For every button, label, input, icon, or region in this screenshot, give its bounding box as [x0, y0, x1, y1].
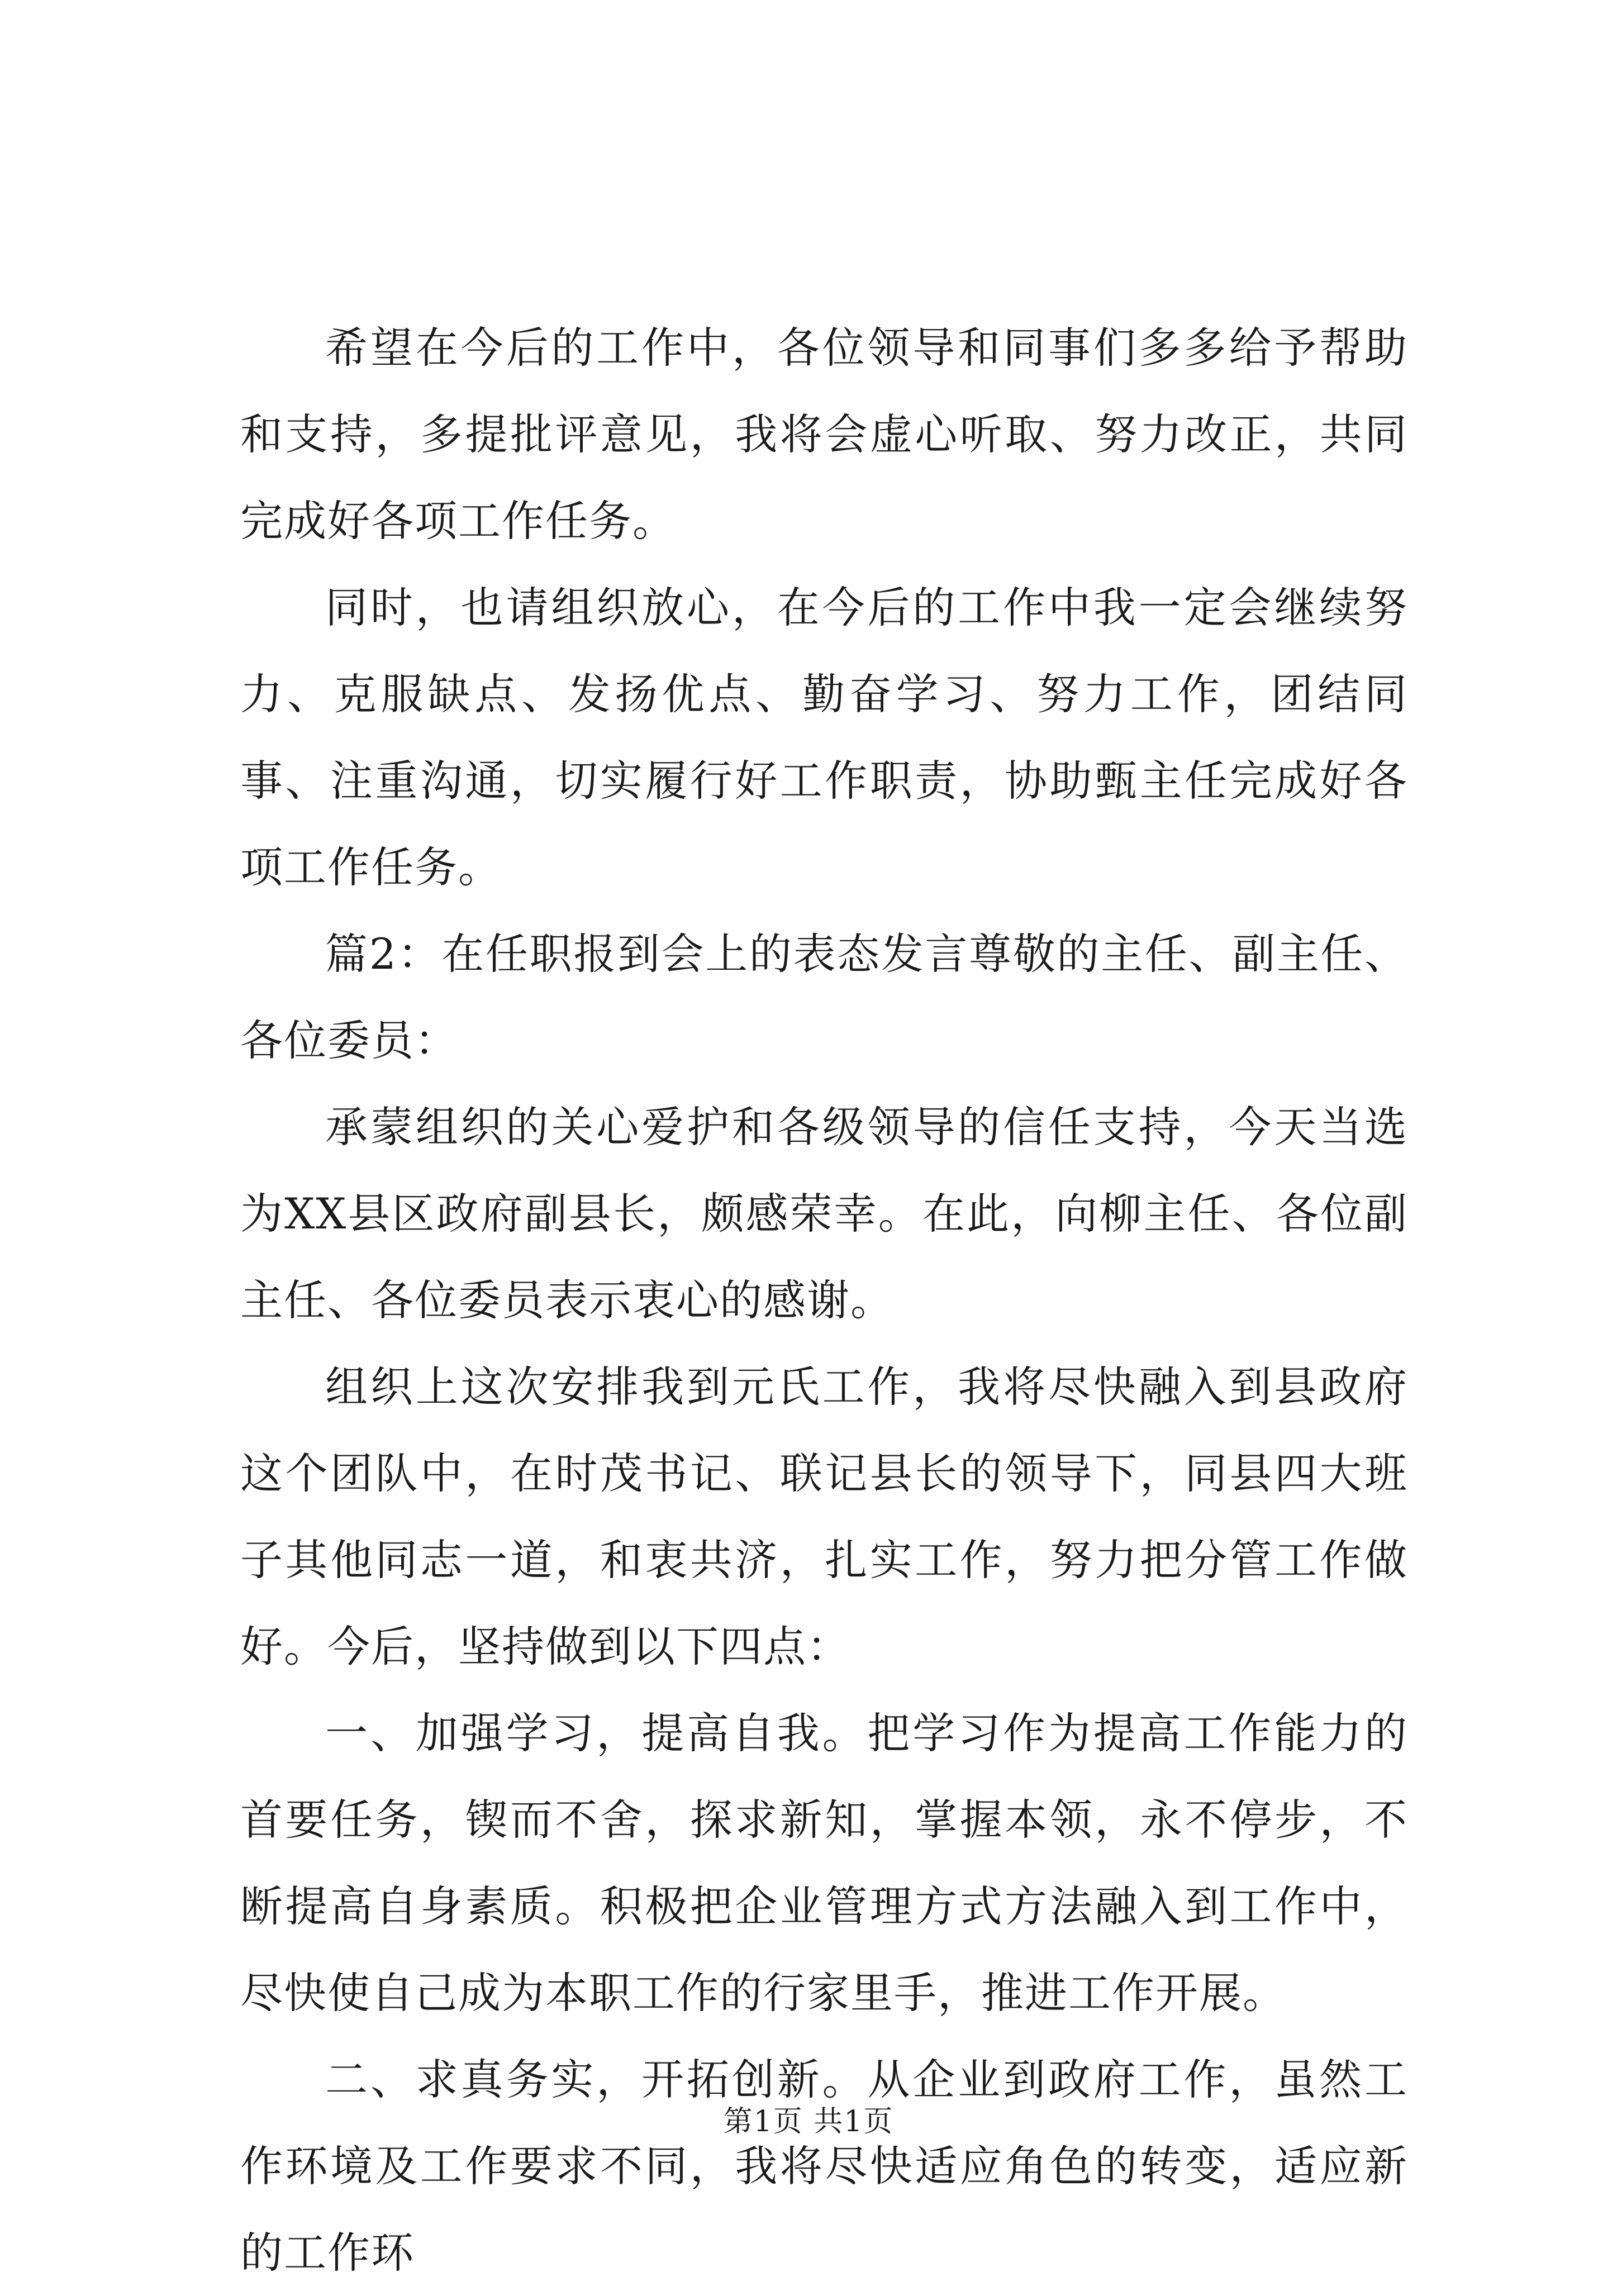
paragraph-4: 承蒙组织的关心爱护和各级领导的信任支持，今天当选为XX县区政府副县长，颇感荣幸。在此，向柳主任、各位副主任、各位委员表示衷心的感谢。 — [240, 1102, 1408, 1325]
page-footer — [0, 2098, 1617, 2140]
paragraph-1: 希望在今后的工作中，各位领导和同事们多多给予帮助和支持，多提批评意见，我将会虚心听取、努力改正，共同完成好各项工作任务。 — [240, 323, 1408, 546]
paragraph-3-heading: 篇2：在任职报到会上的表态发言尊敬的主任、副主任、各位委员： — [240, 929, 1408, 1065]
paragraph-7: 二、求真务实，开拓创新。从企业到政府工作，虽然工作环境及工作要求不同，我将尽快适应角色的转变，适应新的工作环 — [240, 2055, 1408, 2278]
paragraph-6: 一、加强学习，提高自我。把学习作为提高工作能力的首要任务，锲而不舍，探求新知，掌握本领，永不停步，不断提高自身素质。积极把企业管理方式方法融入到工作中，尽快使自己成为本职工作的行家里手，推进工作开展。 — [240, 1708, 1408, 2018]
page-number-label: 第1页 共1页 — [723, 2105, 894, 2138]
paragraph-2: 同时，也请组织放心，在今后的工作中我一定会继续努力、克服缺点、发扬优点、勤奋学习、努力工作，团结同事、注重沟通，切实履行好工作职责，协助甄主任完成好各项工作任务。 — [240, 583, 1408, 892]
paragraph-5: 组织上这次安排我到元氏工作，我将尽快融入到县政府这个团队中，在时茂书记、联记县长的领导下，同县四大班子其他同志一道，和衷共济，扎实工作，努力把分管工作做好。今后，坚持做到以下四点： — [240, 1362, 1408, 1671]
document-body — [240, 304, 1408, 2296]
